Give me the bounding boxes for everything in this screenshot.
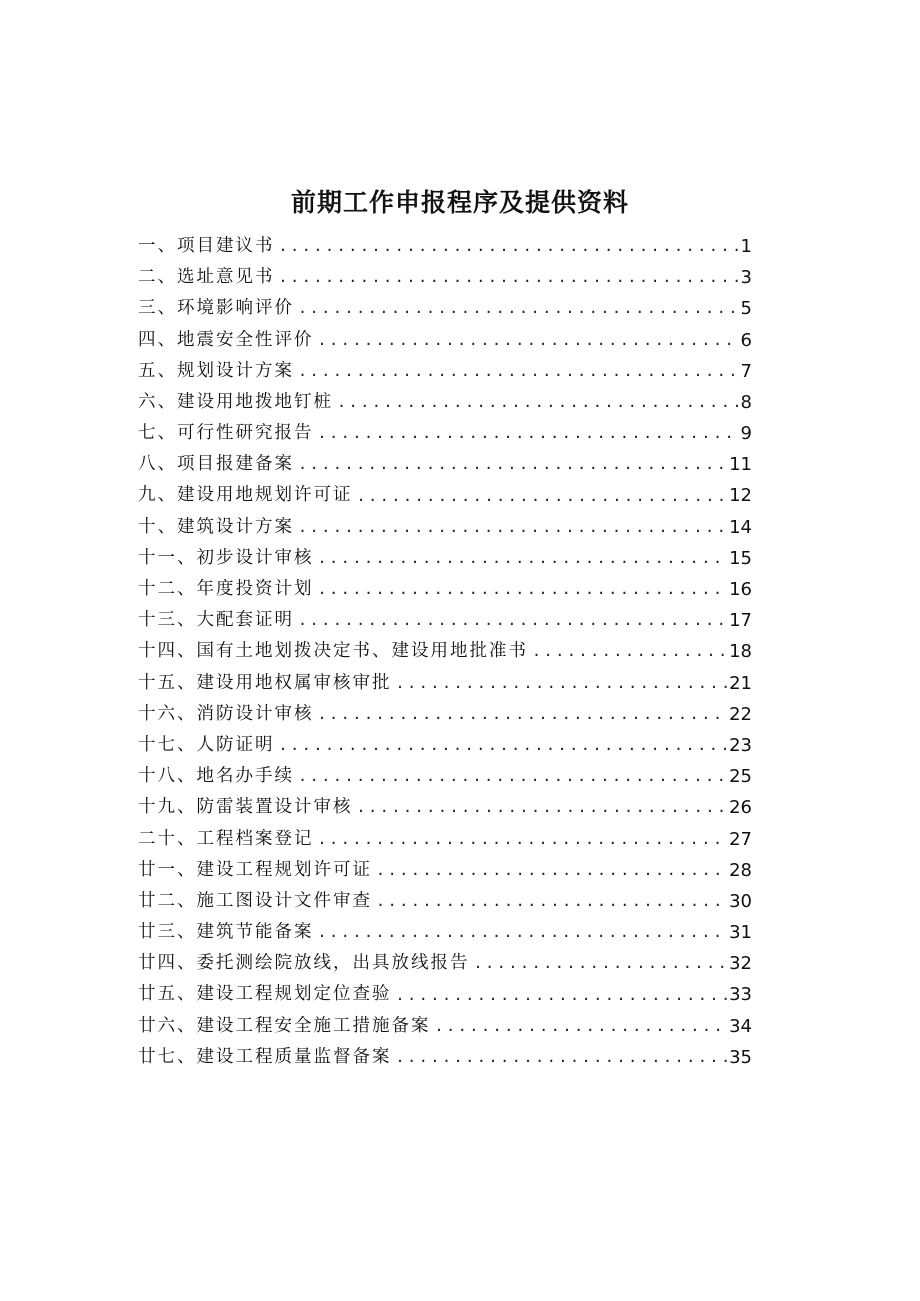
toc-entry-label: 二十、工程档案登记 xyxy=(138,828,314,849)
toc-entry[interactable] xyxy=(138,886,752,917)
toc-entry-page: 8 xyxy=(740,391,752,413)
toc-dot-leader xyxy=(396,1042,728,1073)
toc-entry-page: 35 xyxy=(729,1046,752,1068)
toc-dot-leader xyxy=(532,636,727,667)
toc-entry-page: 15 xyxy=(729,547,752,569)
toc-dot-leader xyxy=(376,886,727,917)
toc-entry[interactable] xyxy=(138,293,752,324)
toc-entry-label: 廿四、委托测绘院放线，出具放线报告 xyxy=(138,953,470,974)
toc-entry[interactable] xyxy=(138,980,752,1011)
toc-entry-page: 11 xyxy=(729,454,752,476)
toc-dot-leader xyxy=(337,387,739,418)
table-of-contents xyxy=(138,231,752,1073)
toc-entry-label: 廿三、建筑节能备案 xyxy=(138,922,314,943)
toc-entry-label: 廿一、建设工程规划许可证 xyxy=(138,859,372,880)
toc-entry-label: 十四、国有土地划拨决定书、建设用地批准书 xyxy=(138,641,528,662)
toc-entry[interactable] xyxy=(138,356,752,387)
toc-entry[interactable] xyxy=(138,730,752,761)
toc-dot-leader xyxy=(357,792,728,823)
toc-dot-leader xyxy=(318,574,728,605)
toc-entry-page: 21 xyxy=(729,672,752,694)
toc-entry-label: 十八、地名办手续 xyxy=(138,766,294,787)
toc-entry-page: 3 xyxy=(740,267,752,289)
page-title: 前期工作申报程序及提供资料 xyxy=(290,187,629,217)
toc-entry-page: 1 xyxy=(740,235,752,257)
toc-entry-label: 四、地震安全性评价 xyxy=(138,329,314,350)
toc-entry[interactable] xyxy=(138,917,752,948)
toc-entry[interactable] xyxy=(138,824,752,855)
toc-entry-label: 九、建设用地规划许可证 xyxy=(138,485,353,506)
toc-entry-label: 十二、年度投资计划 xyxy=(138,579,314,600)
toc-entry-label: 十五、建设用地权属审核审批 xyxy=(138,672,392,693)
toc-entry-label: 十九、防雷装置设计审核 xyxy=(138,797,353,818)
toc-entry-page: 16 xyxy=(729,579,752,601)
toc-entry[interactable] xyxy=(138,792,752,823)
toc-dot-leader xyxy=(279,231,739,262)
toc-entry[interactable] xyxy=(138,543,752,574)
toc-entry-page: 18 xyxy=(729,641,752,663)
toc-dot-leader xyxy=(298,449,727,480)
toc-dot-leader xyxy=(435,1011,728,1042)
toc-entry-label: 廿六、建设工程安全施工措施备案 xyxy=(138,1015,431,1036)
toc-entry-label: 十六、消防设计审核 xyxy=(138,703,314,724)
toc-entry-page: 27 xyxy=(729,828,752,850)
toc-entry-label: 三、环境影响评价 xyxy=(138,298,294,319)
toc-entry[interactable] xyxy=(138,948,752,979)
toc-entry-label: 二、选址意见书 xyxy=(138,267,275,288)
toc-entry-label: 廿二、施工图设计文件审查 xyxy=(138,890,372,911)
toc-entry-page: 26 xyxy=(729,797,752,819)
toc-entry-page: 34 xyxy=(729,1015,752,1037)
toc-entry[interactable] xyxy=(138,855,752,886)
toc-dot-leader xyxy=(318,917,728,948)
toc-entry-label: 廿七、建设工程质量监督备案 xyxy=(138,1046,392,1067)
toc-entry-page: 14 xyxy=(729,516,752,538)
toc-entry-page: 7 xyxy=(740,360,752,382)
toc-entry[interactable] xyxy=(138,449,752,480)
toc-dot-leader xyxy=(318,418,739,449)
toc-entry-page: 28 xyxy=(729,859,752,881)
toc-entry[interactable] xyxy=(138,699,752,730)
toc-dot-leader xyxy=(396,668,728,699)
toc-entry[interactable] xyxy=(138,1042,752,1073)
toc-entry[interactable] xyxy=(138,605,752,636)
toc-entry-label: 十、建筑设计方案 xyxy=(138,516,294,537)
toc-entry-label: 一、项目建议书 xyxy=(138,235,275,256)
toc-entry-page: 32 xyxy=(729,953,752,975)
toc-entry[interactable] xyxy=(138,481,752,512)
toc-entry[interactable] xyxy=(138,636,752,667)
toc-entry-page: 12 xyxy=(729,485,752,507)
toc-dot-leader xyxy=(318,325,739,356)
toc-dot-leader xyxy=(298,293,739,324)
toc-entry[interactable] xyxy=(138,574,752,605)
toc-entry[interactable] xyxy=(138,387,752,418)
toc-entry[interactable] xyxy=(138,761,752,792)
toc-dot-leader xyxy=(298,761,727,792)
toc-entry[interactable] xyxy=(138,512,752,543)
toc-entry-page: 30 xyxy=(729,890,752,912)
toc-dot-leader xyxy=(298,356,739,387)
toc-entry-label: 廿五、建设工程规划定位查验 xyxy=(138,984,392,1005)
toc-entry-page: 9 xyxy=(740,423,752,445)
toc-entry[interactable] xyxy=(138,668,752,699)
toc-dot-leader xyxy=(318,543,728,574)
toc-dot-leader xyxy=(279,730,728,761)
toc-entry[interactable] xyxy=(138,262,752,293)
toc-entry-page: 5 xyxy=(740,298,752,320)
toc-dot-leader xyxy=(357,481,728,512)
toc-dot-leader xyxy=(318,699,728,730)
toc-entry-page: 31 xyxy=(729,922,752,944)
toc-dot-leader xyxy=(279,262,739,293)
toc-entry-page: 22 xyxy=(729,703,752,725)
toc-entry-page: 17 xyxy=(729,610,752,632)
toc-entry[interactable] xyxy=(138,1011,752,1042)
toc-entry-label: 十三、大配套证明 xyxy=(138,610,294,631)
toc-dot-leader xyxy=(396,980,728,1011)
toc-dot-leader xyxy=(318,824,728,855)
toc-entry-page: 25 xyxy=(729,766,752,788)
toc-dot-leader xyxy=(376,855,727,886)
toc-entry[interactable] xyxy=(138,231,752,262)
toc-entry[interactable] xyxy=(138,418,752,449)
toc-entry-label: 五、规划设计方案 xyxy=(138,360,294,381)
toc-entry-page: 33 xyxy=(729,984,752,1006)
toc-entry-label: 七、可行性研究报告 xyxy=(138,423,314,444)
toc-entry[interactable] xyxy=(138,325,752,356)
toc-entry-label: 十一、初步设计审核 xyxy=(138,547,314,568)
toc-entry-label: 十七、人防证明 xyxy=(138,734,275,755)
toc-entry-page: 23 xyxy=(729,734,752,756)
toc-entry-label: 六、建设用地拨地钉桩 xyxy=(138,391,333,412)
toc-entry-page: 6 xyxy=(740,329,752,351)
toc-dot-leader xyxy=(298,605,727,636)
toc-entry-label: 八、项目报建备案 xyxy=(138,454,294,475)
toc-dot-leader xyxy=(298,512,727,543)
toc-dot-leader xyxy=(474,948,728,979)
